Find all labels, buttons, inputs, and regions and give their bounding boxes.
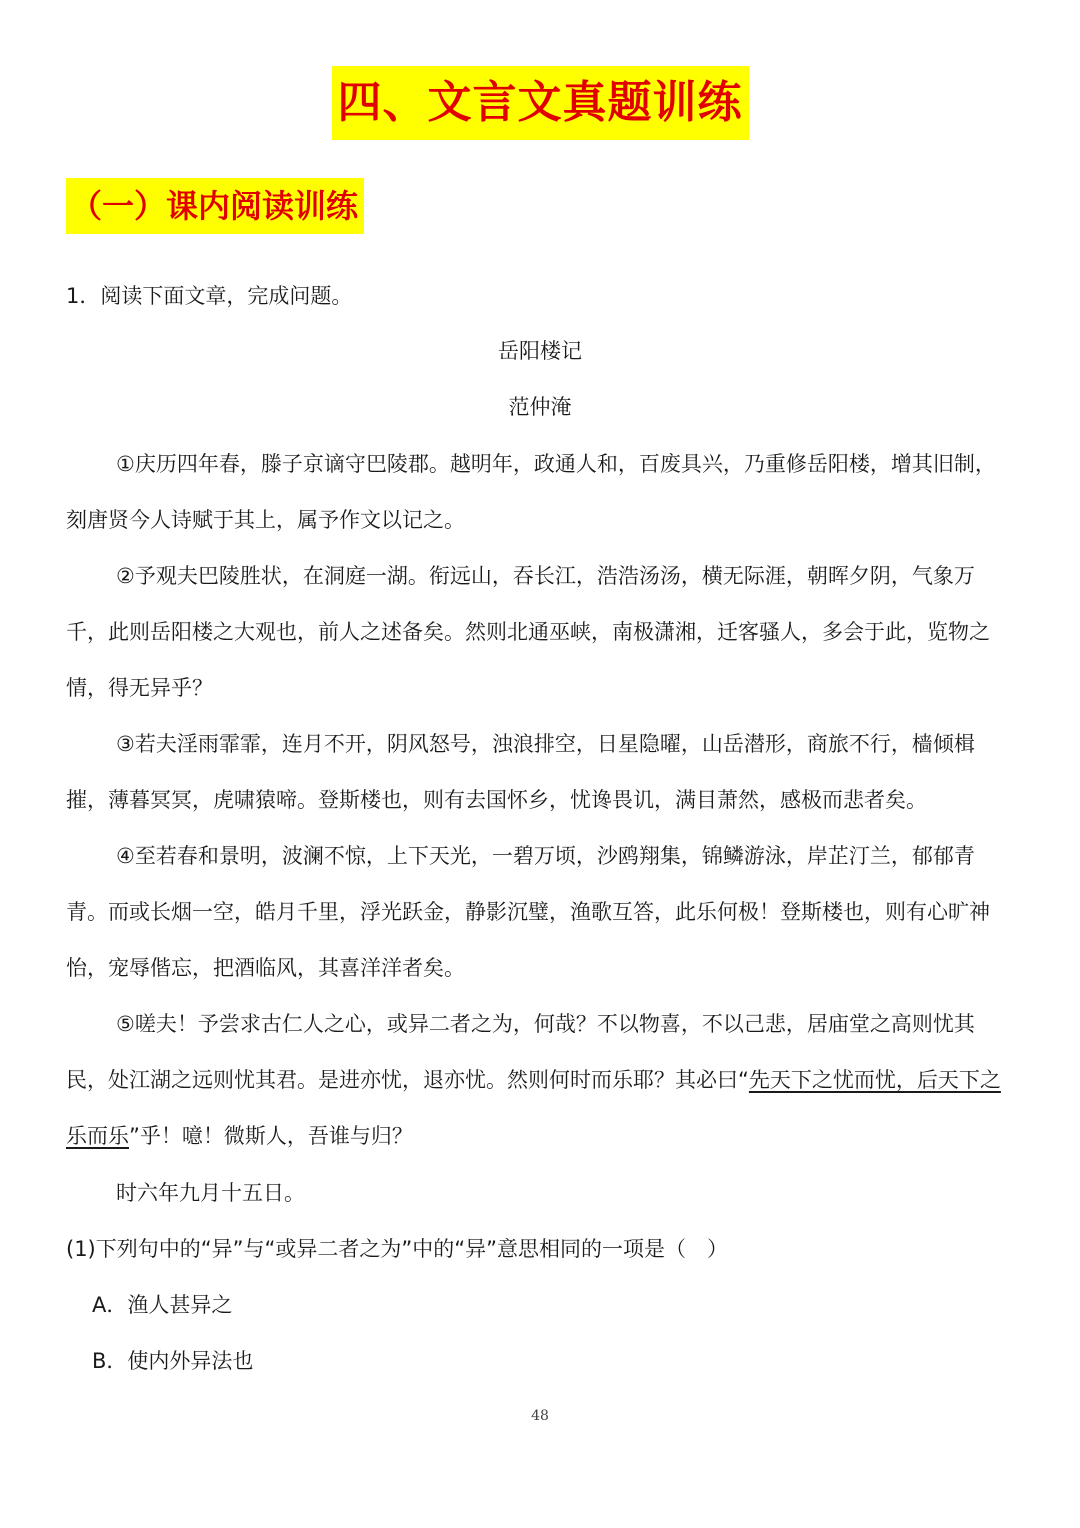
paragraph-1: ①庆历四年春，滕子京谪守巴陵郡。越明年，政通人和，百废具兴，乃重修岳阳楼，增其旧制，刻唐贤今人诗赋于其上，属予作文以记之。 bbox=[66, 452, 996, 532]
paragraph-2: ②予观夫巴陵胜状，在洞庭一湖。衔远山，吞长江，浩浩汤汤，横无际涯，朝晖夕阴，气象万千，此则岳阳楼之大观也，前人之述备矣。然则北通巫峡，南极潇湘，迁客骚人，多会于此，览物之情，得无异乎？ bbox=[66, 564, 990, 700]
paragraph-3: ③若夫淫雨霏霏，连月不开，阴风怒号，浊浪排空，日星隐曜，山岳潜形，商旅不行，樯倾楫摧，薄暮冥冥，虎啸猿啼。登斯楼也，则有去国怀乡，忧谗畏讥，满目萧然，感极而悲者矣。 bbox=[66, 732, 975, 812]
paragraph-5 bbox=[66, 996, 1016, 1164]
date-line: 时六年九月十五日。 bbox=[116, 1181, 305, 1205]
paragraph-4: ④至若春和景明，波澜不惊，上下天光，一碧万顷，沙鸥翔集，锦鳞游泳，岸芷汀兰，郁郁青青。而或长烟一空，皓月千里，浮光跃金，静影沉璧，渔歌互答，此乐何极！登斯楼也，则有心旷神怡，宠辱偕忘，把酒临风，其喜洋洋者矣。 bbox=[66, 844, 990, 980]
section-heading: （一）课内阅读训练 bbox=[66, 178, 364, 234]
paragraph-5-before: ⑤嗟夫！予尝求古仁人之心，或异二者之为，何哉？不以物喜，不以己悲，居庙堂之高则忧其民，处江湖之远则忧其君。是进亦忧，退亦忧。然则何时而乐耶？其必曰“ bbox=[66, 1012, 975, 1092]
title-wrap bbox=[0, 66, 1080, 140]
page-title: 四、文言文真题训练 bbox=[332, 66, 749, 140]
paragraph-5-after: ”乎！噫！微斯人，吾谁与归？ bbox=[129, 1124, 413, 1148]
sub-question: (1)下列句中的“异”与“或异二者之为”中的“异”意思相同的一项是（ ） bbox=[66, 1237, 729, 1261]
essay-title: 岳阳楼记 bbox=[498, 339, 582, 363]
option-b: B．使内外异法也 bbox=[92, 1349, 254, 1373]
option-a: A．渔人甚异之 bbox=[92, 1293, 233, 1317]
question-intro: 1．阅读下面文章，完成问题。 bbox=[66, 284, 353, 308]
underlined-quote: 先天下之忧而忧，后天下之乐而乐 bbox=[66, 1068, 1001, 1148]
page-number: 48 bbox=[531, 1408, 549, 1424]
essay-author: 范仲淹 bbox=[508, 395, 572, 419]
